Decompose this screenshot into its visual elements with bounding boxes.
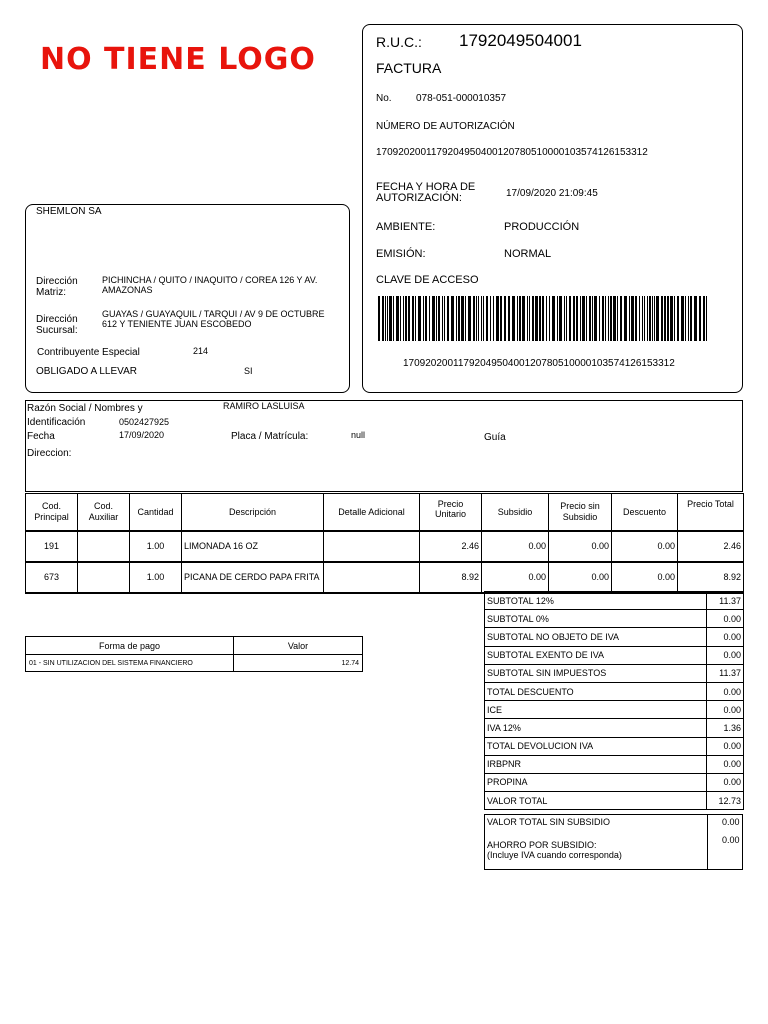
header-cantidad: Cantidad <box>130 494 182 531</box>
cell-subsidio: 0.00 <box>482 531 549 562</box>
ahorro-subsidio-label: AHORRO POR SUBSIDIO: <box>487 840 597 850</box>
barcode-bar <box>664 296 666 341</box>
barcode-bar <box>647 296 648 341</box>
totals-row <box>485 719 744 737</box>
barcode-bar <box>670 296 673 341</box>
barcode-bar <box>639 296 640 341</box>
barcode-bar <box>624 296 627 341</box>
barcode-bar <box>688 296 689 341</box>
access-key-barcode <box>378 296 708 341</box>
barcode-bar <box>564 296 565 341</box>
totals-value: 11.37 <box>707 664 744 682</box>
header-descuento: Descuento <box>612 494 678 531</box>
barcode-bar <box>586 296 587 341</box>
barcode-bar <box>447 296 449 341</box>
invoice-number: 078-051-000010357 <box>416 93 507 104</box>
issuer-name: SHEMLON SA <box>36 206 102 217</box>
totals-label: SUBTOTAL SIN IMPUESTOS <box>485 664 707 682</box>
cell-precio-sin-subsidio: 0.00 <box>549 531 612 562</box>
barcode-bar <box>685 296 686 341</box>
authorization-date: 17/09/2020 21:09:45 <box>506 188 598 199</box>
cell-detalle-adicional <box>324 531 420 562</box>
header-precio-sin-subsidio: Precio sin Subsidio <box>549 494 612 531</box>
barcode-bar <box>552 296 555 341</box>
totals-label: SUBTOTAL NO OBJETO DE IVA <box>485 628 707 646</box>
barcode-bar <box>481 296 482 341</box>
barcode-bar <box>405 296 407 341</box>
barcode-bar <box>620 296 622 341</box>
ruc-value: 1792049504001 <box>459 31 582 50</box>
totals-value: 0.00 <box>707 773 744 791</box>
totals-row <box>485 792 744 810</box>
barcode-bar <box>389 296 392 341</box>
access-key-number: 1709202001179204950400120780510000103574126153312 <box>403 358 675 369</box>
totals-value: 0.00 <box>707 628 744 646</box>
totals-label: ICE <box>485 701 707 719</box>
barcode-bar <box>486 296 488 341</box>
barcode-bar <box>610 296 612 341</box>
totals-row <box>485 628 744 646</box>
invoice-number-label: No. <box>376 93 392 104</box>
cell-descuento: 0.00 <box>612 562 678 593</box>
barcode-bar <box>566 296 567 341</box>
header-cod-principal: Cod. Principal <box>26 494 78 531</box>
client-id: 0502427925 <box>119 417 170 427</box>
barcode-bar <box>674 296 675 341</box>
barcode-bar <box>569 296 571 341</box>
totals-label: TOTAL DESCUENTO <box>485 682 707 700</box>
totals-value: 0.00 <box>707 610 744 628</box>
client-id-label: Identificación <box>27 417 86 428</box>
barcode-bar <box>425 296 427 341</box>
barcode-bar <box>396 296 399 341</box>
totals-label: SUBTOTAL 0% <box>485 610 707 628</box>
authorization-number: 1709202001179204950400120780510000103574126153312 <box>376 147 648 158</box>
header-descripcion: Descripción <box>182 494 324 531</box>
totals-label: IVA 12% <box>485 719 707 737</box>
totals-value: 12.73 <box>707 792 744 810</box>
barcode-bar <box>382 296 384 341</box>
barcode-bar <box>490 296 491 341</box>
barcode-bar <box>694 296 697 341</box>
totals-value: 0.00 <box>707 701 744 719</box>
barcode-bar <box>465 296 466 341</box>
barcode-bar <box>642 296 643 341</box>
barcode-bar <box>667 296 669 341</box>
guia-label: Guía <box>484 432 506 443</box>
barcode-bar <box>573 296 575 341</box>
totals-row <box>485 646 744 664</box>
barcode-bar <box>423 296 424 341</box>
barcode-bar <box>522 296 525 341</box>
payment-method: 01 - SIN UTILIZACION DEL SISTEMA FINANCIERO <box>26 655 234 672</box>
barcode-bar <box>512 296 515 341</box>
barcode-bar <box>592 296 593 341</box>
contribuyente-especial-label: Contribuyente Especial <box>37 347 140 358</box>
header-precio-unitario: Precio Unitario <box>420 494 482 531</box>
barcode-bar <box>699 296 701 341</box>
cell-cod-principal: 673 <box>26 562 78 593</box>
totals-value: 1.36 <box>707 719 744 737</box>
cell-descripcion: PICANA DE CERDO PAPA FRITA <box>182 562 324 593</box>
access-key-label: CLAVE DE ACCESO <box>376 274 479 286</box>
barcode-bar <box>539 296 541 341</box>
document-type: FACTURA <box>376 60 442 76</box>
totals-row <box>485 610 744 628</box>
obligado-contabilidad-label: OBLIGADO A LLEVAR <box>36 366 137 377</box>
cell-descripcion: LIMONADA 16 OZ <box>182 531 324 562</box>
cell-cod-auxiliar <box>78 562 130 593</box>
barcode-bar <box>631 296 634 341</box>
barcode-bar <box>378 296 380 341</box>
totals-label: VALOR TOTAL <box>485 792 707 810</box>
emision-label: EMISIÓN: <box>376 248 426 260</box>
barcode-bar <box>580 296 581 341</box>
barcode-bar <box>473 296 475 341</box>
header-subsidio: Subsidio <box>482 494 549 531</box>
totals-label: SUBTOTAL EXENTO DE IVA <box>485 646 707 664</box>
client-name-label: Razón Social / Nombres y <box>27 403 143 414</box>
totals-value: 0.00 <box>707 755 744 773</box>
barcode-bar <box>456 296 457 341</box>
cell-cod-auxiliar <box>78 531 130 562</box>
cell-subsidio: 0.00 <box>482 562 549 593</box>
cell-precio-unitario: 2.46 <box>420 531 482 562</box>
barcode-bar <box>432 296 435 341</box>
cell-cod-principal: 191 <box>26 531 78 562</box>
matriz-address-label: Dirección Matriz: <box>36 276 78 298</box>
authorization-date-label: FECHA Y HORA DE AUTORIZACIÓN: <box>376 181 476 204</box>
barcode-bar <box>599 296 600 341</box>
barcode-bar <box>493 296 494 341</box>
totals-value: 0.00 <box>707 646 744 664</box>
barcode-bar <box>451 296 454 341</box>
barcode-bar <box>559 296 562 341</box>
barcode-bar <box>476 296 477 341</box>
cell-precio-total: 2.46 <box>678 531 744 562</box>
table-row <box>26 562 744 593</box>
issuer-box <box>25 204 350 393</box>
cell-cantidad: 1.00 <box>130 531 182 562</box>
barcode-bar <box>412 296 414 341</box>
payment-table <box>25 636 363 672</box>
barcode-bar <box>429 296 430 341</box>
barcode-bar <box>690 296 692 341</box>
ahorro-subsidio-value: 0.00 <box>722 835 740 845</box>
totals-value: 0.00 <box>707 682 744 700</box>
totals-label: SUBTOTAL 12% <box>485 592 707 610</box>
barcode-bar <box>661 296 663 341</box>
barcode-bar <box>613 296 616 341</box>
cell-detalle-adicional <box>324 562 420 593</box>
barcode-bar <box>458 296 460 341</box>
totals-row <box>485 701 744 719</box>
totals-row <box>485 682 744 700</box>
barcode-bar <box>576 296 578 341</box>
cell-cantidad: 1.00 <box>130 562 182 593</box>
barcode-bar <box>542 296 544 341</box>
header-cod-auxiliar: Cod. Auxiliar <box>78 494 130 531</box>
totals-label: PROPINA <box>485 773 707 791</box>
ambiente-label: AMBIENTE: <box>376 221 436 233</box>
header-precio-total: Precio Total <box>678 494 744 531</box>
authorization-number-label: NÚMERO DE AUTORIZACIÓN <box>376 121 515 132</box>
barcode-bar <box>652 296 653 341</box>
barcode-bar <box>436 296 437 341</box>
cell-descuento: 0.00 <box>612 531 678 562</box>
barcode-bar <box>387 296 388 341</box>
barcode-bar <box>442 296 443 341</box>
barcode-bar <box>504 296 506 341</box>
barcode-bar <box>496 296 499 341</box>
payment-header-forma: Forma de pago <box>26 637 234 655</box>
emision-value: NORMAL <box>504 248 552 260</box>
barcode-bar <box>649 296 651 341</box>
sucursal-address: GUAYAS / GUAYAQUIL / TARQUI / AV 9 DE OCTUBRE 612 Y TENIENTE JUAN ESCOBEDO <box>102 309 325 329</box>
totals-label: TOTAL DEVOLUCION IVA <box>485 737 707 755</box>
barcode-bar <box>532 296 534 341</box>
barcode-bar <box>478 296 479 341</box>
barcode-bar <box>654 296 655 341</box>
barcode-bar <box>527 296 528 341</box>
payment-value: 12.74 <box>234 655 363 672</box>
barcode-bar <box>629 296 630 341</box>
barcode-bar <box>635 296 637 341</box>
barcode-bar <box>549 296 550 341</box>
barcode-bar <box>393 296 394 341</box>
barcode-bar <box>418 296 421 341</box>
valor-sin-subsidio-label: VALOR TOTAL SIN SUBSIDIO <box>487 817 611 827</box>
barcode-bar <box>608 296 609 341</box>
totals-label: IRBPNR <box>485 755 707 773</box>
logo-placeholder: NO TIENE LOGO <box>40 42 316 77</box>
barcode-bar <box>681 296 684 341</box>
contribuyente-especial-value: 214 <box>193 346 209 356</box>
totals-value: 0.00 <box>707 737 744 755</box>
barcode-bar <box>483 296 484 341</box>
barcode-bar <box>529 296 530 341</box>
totals-row <box>485 737 744 755</box>
barcode-bar <box>594 296 597 341</box>
barcode-bar <box>408 296 410 341</box>
obligado-contabilidad-value: SI <box>244 366 253 376</box>
client-date: 17/09/2020 <box>119 430 165 440</box>
barcode-bar <box>535 296 538 341</box>
header-detalle-adicional: Detalle Adicional <box>324 494 420 531</box>
totals-table <box>484 591 744 810</box>
barcode-bar <box>602 296 604 341</box>
barcode-bar <box>706 296 707 341</box>
barcode-bar <box>677 296 679 341</box>
barcode-bar <box>517 296 518 341</box>
totals-row <box>485 592 744 610</box>
valor-sin-subsidio-value: 0.00 <box>722 817 740 827</box>
barcode-bar <box>468 296 471 341</box>
plate-value: null <box>351 430 366 440</box>
barcode-bar <box>400 296 401 341</box>
barcode-bar <box>644 296 645 341</box>
matriz-address: PICHINCHA / QUITO / INAQUITO / COREA 126 Y AV. AMAZONAS <box>102 275 318 295</box>
barcode-bar <box>500 296 502 341</box>
client-date-label: Fecha <box>27 431 55 442</box>
cell-precio-unitario: 8.92 <box>420 562 482 593</box>
totals-value: 11.37 <box>707 592 744 610</box>
cell-precio-sin-subsidio: 0.00 <box>549 562 612 593</box>
ahorro-subsidio-note: (Incluye IVA cuando corresponda) <box>487 850 622 860</box>
barcode-bar <box>589 296 591 341</box>
items-table <box>25 493 744 594</box>
table-row <box>26 531 744 562</box>
plate-label: Placa / Matrícula: <box>231 431 309 442</box>
barcode-bar <box>403 296 404 341</box>
barcode-bar <box>508 296 510 341</box>
barcode-bar <box>519 296 521 341</box>
barcode-bar <box>557 296 558 341</box>
sucursal-address-label: Dirección Sucursal: <box>36 314 78 336</box>
client-address-label: Direccion: <box>27 448 72 459</box>
barcode-bar <box>656 296 659 341</box>
barcode-bar <box>546 296 547 341</box>
client-name: RAMIRO LASLUISA <box>223 401 305 411</box>
barcode-bar <box>605 296 606 341</box>
ruc-label: R.U.C.: <box>376 34 422 50</box>
totals-row <box>485 664 744 682</box>
cell-precio-total: 8.92 <box>678 562 744 593</box>
totals-row <box>485 755 744 773</box>
barcode-bar <box>385 296 386 341</box>
barcode-bar <box>415 296 416 341</box>
ambiente-value: PRODUCCIÓN <box>504 221 580 233</box>
barcode-bar <box>438 296 440 341</box>
barcode-bar <box>703 296 705 341</box>
barcode-bar <box>617 296 618 341</box>
payment-header-valor: Valor <box>234 637 363 655</box>
barcode-bar <box>582 296 585 341</box>
totals-row <box>485 773 744 791</box>
barcode-bar <box>444 296 445 341</box>
barcode-bar <box>461 296 464 341</box>
subsidy-divider <box>707 815 708 870</box>
